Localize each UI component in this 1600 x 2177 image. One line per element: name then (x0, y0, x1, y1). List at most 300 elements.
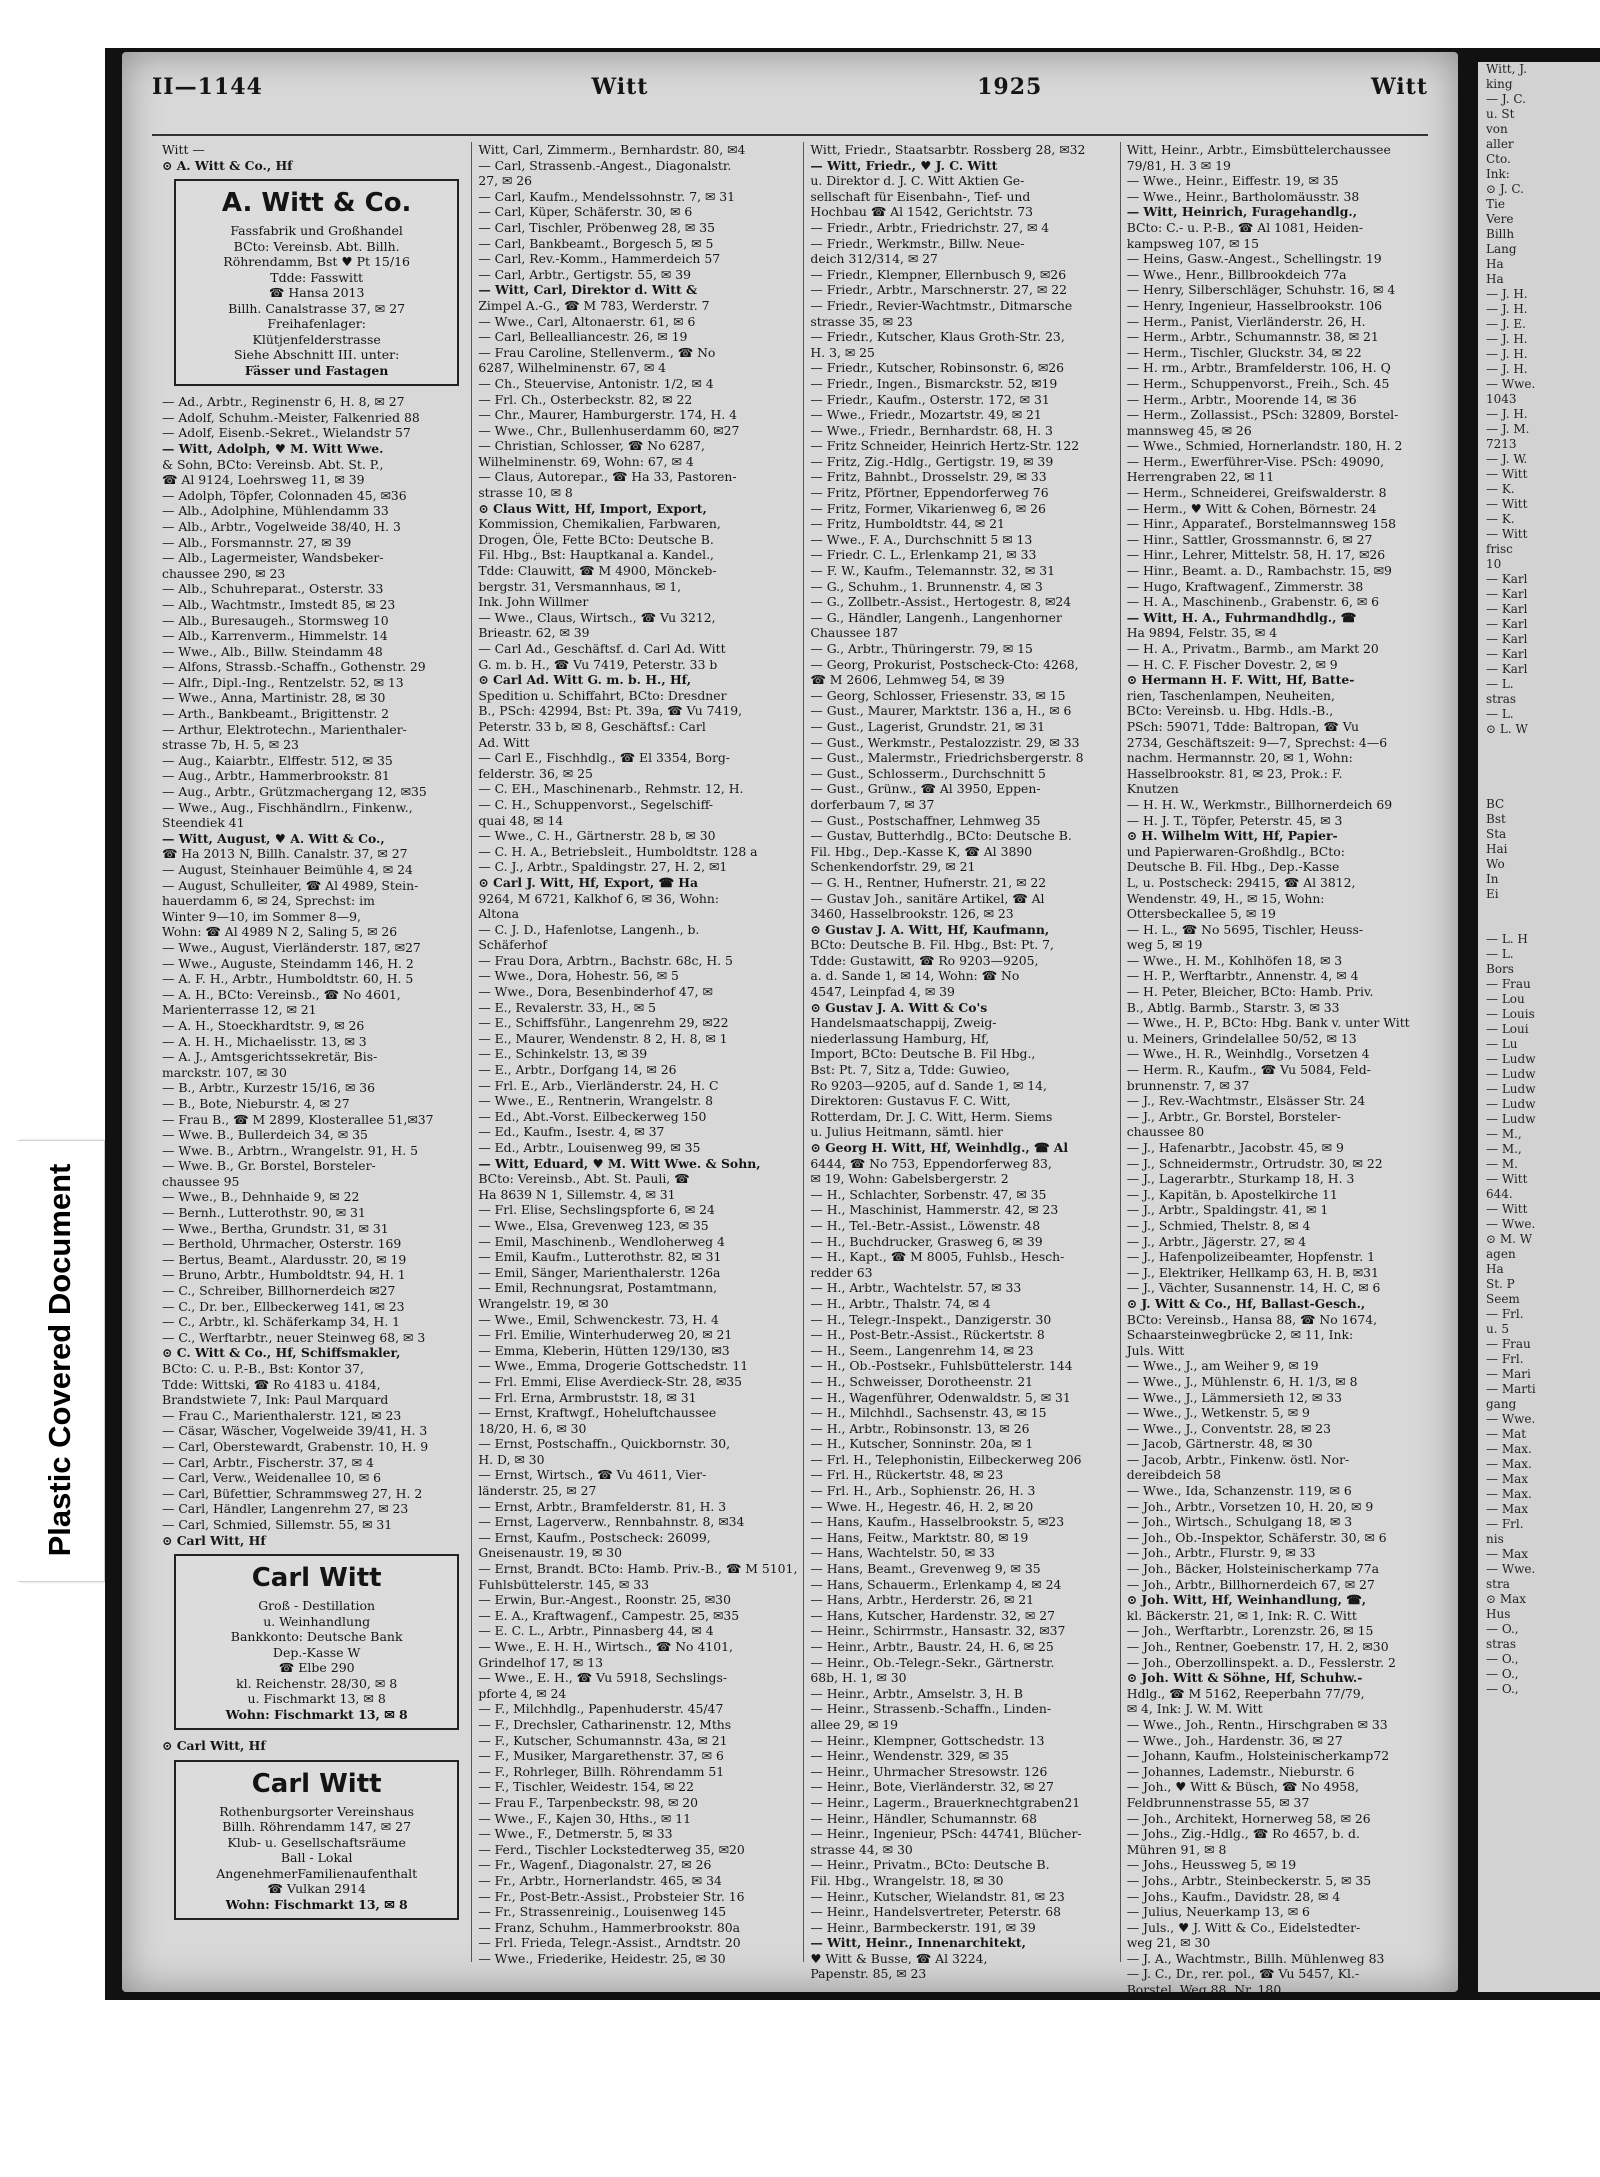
next-page-fragment: Ha (1486, 257, 1504, 271)
directory-entry: — Cäsar, Wäscher, Vogelweide 39/41, H. 3 (162, 1423, 428, 1439)
directory-entry: BCto: Vereinsb., Abt. St. Pauli, ☎ (478, 1171, 690, 1187)
directory-entry: — Alfons, Strassb.-Schaffn., Gothenstr. 29 (162, 659, 426, 675)
next-page-fragment: agen (1486, 1247, 1516, 1261)
next-page-fragment: king (1486, 77, 1513, 91)
directory-entry: — J. C., Dr., rer. pol., ☎ Vu 5457, Kl.- (1126, 1966, 1360, 1982)
next-page-fragment: — Max. (1486, 1442, 1532, 1456)
directory-entry: — Carl Ad., Geschäftsf. d. Carl Ad. Witt (478, 641, 726, 656)
next-page-fragment: 1043 (1486, 392, 1517, 406)
next-page-fragment (1478, 782, 1600, 797)
next-page-fragment: ⊙ M. W (1486, 1232, 1533, 1246)
directory-entry: — Wwe., Ida, Schanzenstr. 119, ✉ 6 (1126, 1483, 1352, 1499)
directory-entry: — Wwe., Heinr., Eiffestr. 19, ✉ 35 (1126, 173, 1339, 189)
directory-entry: — Heinr., Ob.-Telegr.-Sekr., Gärtnerstr. (810, 1654, 1055, 1670)
directory-entry: — H., Arbtr., Thalstr. 74, ✉ 4 (810, 1295, 991, 1311)
ad-line: u. Weinhandlung (263, 1613, 371, 1629)
directory-entry: nachm. Hermannstr. 20, ✉ 1, Wohn: (1126, 750, 1353, 766)
directory-entry: Feldbrunnenstrasse 55, ✉ 37 (1126, 1794, 1310, 1810)
next-page-fragment: — J. H. (1486, 407, 1528, 421)
directory-entry: — Friedr., Arbtr., Marschnerstr. 27, ✉ 22 (810, 282, 1068, 298)
directory-entry: 4547, Leinpfad 4, ✉ 39 (810, 984, 955, 1000)
directory-entry: — H., Kapt., ☎ M 8005, Fuhlsb., Hesch- (810, 1249, 1065, 1265)
directory-entry: — H., Maschinist, Hammerstr. 42, ✉ 23 (810, 1202, 1059, 1218)
directory-entry: Fil. Hbg., Wrangelstr. 18, ✉ 30 (810, 1872, 1004, 1888)
next-page-fragment: Bors (1486, 962, 1514, 976)
ad-line: Rothenburgsorter Vereinshaus (219, 1803, 415, 1819)
next-page-fragment: Cto. (1486, 152, 1511, 166)
next-page-fragment: — Marti (1486, 1382, 1536, 1396)
directory-entry: Direktoren: Gustavus F. C. Witt, (810, 1093, 1011, 1109)
directory-entry: — Georg, Schlosser, Friesenstr. 33, ✉ 15 (810, 687, 1066, 703)
directory-entry: — Wwe., Schmied, Hornerlandstr. 180, H. 2 (1126, 438, 1403, 454)
directory-entry: — Aug., Arbtr., Grützmachergang 12, ✉35 (162, 784, 427, 800)
directory-entry: — F., Musiker, Margarethenstr. 37, ✉ 6 (478, 1748, 724, 1764)
next-page-fragment: gang (1486, 1397, 1517, 1411)
directory-entry: — Hans, Wachtelstr. 50, ✉ 33 (810, 1545, 995, 1561)
directory-entry: — Joh., Architekt, Hornerweg 58, ✉ 26 (1126, 1810, 1371, 1826)
next-page-fragment: — Karl (1486, 647, 1528, 661)
directory-entry: — H., Ob.-Postsekr., Fuhlsbüttelerstr. 144 (810, 1358, 1073, 1374)
directory-entry: ⊙ Carl Ad. Witt G. m. b. H., Hf, (478, 672, 692, 688)
directory-entry: weg 21, ✉ 30 (1126, 1935, 1211, 1951)
next-page-fragment: — O., (1486, 1682, 1519, 1696)
directory-entry: — Friedr., Kaufm., Osterstr. 172, ✉ 31 (810, 391, 1050, 407)
ad-line: Ball - Lokal (280, 1850, 353, 1866)
directory-entry: — Fr., Post-Betr.-Assist., Probsteier Str. 16 (478, 1888, 745, 1904)
directory-entry: — Frau Caroline, Stellenverm., ☎ No (478, 344, 716, 360)
next-page-fragment: — Karl (1486, 602, 1528, 616)
directory-entry: — Heinr., Strassenb.-Schaffn., Linden- (810, 1701, 1052, 1717)
directory-entry: — Joh., Oberzollinspekt. a. D., Fesslerstr. 2 (1126, 1654, 1396, 1670)
directory-entry: — H. P., Werftarbtr., Annenstr. 4, ✉ 4 (1126, 968, 1359, 984)
directory-entry: — Wwe., H. P., BCto: Hbg. Bank v. unter Witt (1126, 1015, 1410, 1031)
directory-entry: — Carl, Schmied, Sillemstr. 55, ✉ 31 (162, 1516, 393, 1532)
directory-entry: — Wwe., Anna, Martinistr. 28, ✉ 30 (162, 690, 386, 706)
directory-entry: — Arthur, Elektrotechn., Marienthaler- (162, 721, 407, 737)
directory-entry: — F., Rohrleger, Billh. Röhrendamm 51 (478, 1763, 725, 1779)
ad-line: Freihafenlager: (267, 316, 366, 332)
next-page-fragment: Wo (1486, 857, 1505, 871)
next-page-fragment: — Wwe. (1486, 377, 1536, 391)
next-page-fragment: — Max. (1486, 1487, 1532, 1501)
directory-entry: — H., Schweisser, Dorotheenstr. 21 (810, 1373, 1034, 1389)
directory-entry: — H. C. F. Fischer Dovestr. 2, ✉ 9 (1126, 656, 1338, 672)
header-rule (152, 134, 1428, 136)
directory-entry: Hdlg., ☎ M 5162, Reeperbahn 77/79, (1126, 1685, 1365, 1701)
directory-entry: — Alb., Forsmannstr. 27, ✉ 39 (162, 534, 352, 550)
directory-entry: — C. J. D., Hafenlotse, Langenh., b. (478, 921, 700, 937)
directory-entry: Bst: Pt. 7, Sitz a, Tdde: Guwieo, (810, 1062, 1010, 1078)
directory-entry: — J., Arbtr., Jägerstr. 27, ✉ 4 (1126, 1233, 1307, 1249)
directory-entry: — Gustav Joh., sanitäre Artikel, ☎ Al (810, 890, 1045, 906)
directory-entry: — Chr., Maurer, Hamburgerstr. 174, H. 4 (478, 407, 738, 423)
next-page-fragment: Witt, J. (1486, 62, 1527, 76)
directory-entry: deich 312/314, ✉ 27 (810, 251, 938, 267)
directory-entry: B., Abtlg. Barmb., Starstr. 3, ✉ 33 (1126, 999, 1340, 1015)
ad-line: Bankkonto: Deutsche Bank (230, 1629, 403, 1645)
next-page-fragment: — Max. (1486, 1457, 1532, 1471)
directory-entry: — H. L., ☎ No 5695, Tischler, Heuss- (1126, 921, 1364, 937)
directory-entry: — Gustav, Butterhdlg., BCto: Deutsche B. (810, 828, 1072, 844)
directory-entry: Spedition u. Schiffahrt, BCto: Dresdner (478, 687, 727, 703)
directory-entry: Witt, Heinr., Arbtr., Eimsbüttelerchaussee (1126, 142, 1391, 157)
directory-entry: — Frl. Frieda, Telegr.-Assist., Arndtstr. 20 (478, 1935, 741, 1951)
next-page-fragment: — Lou (1486, 992, 1525, 1006)
directory-entry: — E., Schinkelstr. 13, ✉ 39 (478, 1046, 648, 1062)
directory-entry: — H., Wagenführer, Odenwaldstr. 5, ✉ 31 (810, 1389, 1071, 1405)
directory-entry: — Jacob, Gärtnerstr. 48, ✉ 30 (1126, 1436, 1313, 1452)
directory-entry: — Joh., Arbtr., Flurstr. 9, ✉ 33 (1126, 1545, 1316, 1561)
directory-entry: 68b, H. 1, ✉ 30 (810, 1670, 907, 1686)
directory-entry: — Wwe., Aug., Fischhändlrn., Finkenw., (162, 799, 413, 815)
directory-entry: — Herm., Zollassist., PSch: 32809, Borstel- (1126, 407, 1399, 423)
directory-entry: — H. J. T., Töpfer, Peterstr. 45, ✉ 3 (1126, 812, 1343, 828)
directory-entry: — Gust., Schlosserm., Durchschnitt 5 (810, 765, 1046, 781)
directory-entry: Ro 9203—9205, auf d. Sande 1, ✉ 14, (810, 1077, 1047, 1093)
directory-entry: — Ernst, Wirtsch., ☎ Vu 4611, Vier- (478, 1467, 707, 1483)
directory-entry: — G., Händler, Langenh., Langenhorner (810, 609, 1062, 625)
next-page-fragment: — K. (1486, 482, 1515, 496)
directory-entry: Wrangelstr. 19, ✉ 30 (478, 1295, 609, 1311)
directory-entry: — Herm., ♥ Witt & Cohen, Börnestr. 24 (1126, 500, 1377, 516)
directory-entry: — Frl. Elise, Sechslingspforte 6, ✉ 24 (478, 1202, 715, 1218)
next-page-fragment: Bst (1486, 812, 1506, 826)
directory-entry: chaussee 95 (162, 1173, 240, 1189)
directory-entry: ☎ Al 9124, Loehrsweg 11, ✉ 39 (162, 472, 365, 488)
next-page-fragment: St. P (1486, 1277, 1515, 1291)
directory-entry: — Ed., Abt.-Vorst. Eilbeckerweg 150 (478, 1108, 707, 1124)
ad-line: Fässer und Fastagen (244, 362, 389, 378)
directory-entry: — Frau C., Marienthalerstr. 121, ✉ 23 (162, 1407, 402, 1423)
directory-entry: — J., Elektriker, Hellkamp 63, H. B, ✉31 (1126, 1264, 1379, 1280)
directory-entry: — Wwe., J., Mühlenstr. 6, H. 1/3, ✉ 8 (1126, 1373, 1358, 1389)
directory-entry: — Fritz Schneider, Heinrich Hertz-Str. 122 (810, 438, 1080, 454)
directory-entry: marckstr. 107, ✉ 30 (162, 1064, 287, 1080)
directory-entry: — Alb., Arbtr., Vogelweide 38/40, H. 3 (162, 518, 401, 534)
directory-entry: Juls. Witt (1126, 1342, 1185, 1358)
directory-entry: niederlassung Hamburg, Hf, (810, 1030, 990, 1046)
directory-entry: — Ed., Kaufm., Isestr. 4, ✉ 37 (478, 1124, 665, 1140)
directory-entry: — Emil, Rechnungsrat, Postamtmann, (478, 1280, 718, 1296)
directory-entry: — F., Drechsler, Catharinenstr. 12, Mths (478, 1716, 732, 1732)
directory-entry: — Fritz, Humboldtstr. 44, ✉ 21 (810, 516, 1005, 532)
directory-entry: — H., Arbtr., Wachtelstr. 57, ✉ 33 (810, 1280, 1022, 1296)
directory-entry: — Alb., Karrenverm., Himmelstr. 14 (162, 628, 388, 644)
directory-entry: ⊙ Claus Witt, Hf, Import, Export, (478, 500, 707, 516)
next-page-fragment (1478, 917, 1600, 932)
directory-entry: — F., Milchhdlg., Papenhuderstr. 45/47 (478, 1701, 724, 1717)
directory-entry: — Ad., Arbtr., Reginenstr 6, H. 8, ✉ 27 (162, 394, 405, 410)
directory-entry: — Alb., Wachtmstr., Imstedt 85, ✉ 23 (162, 596, 396, 612)
directory-entry: Chaussee 187 (810, 625, 899, 641)
directory-entry: — Wwe., F. A., Durchschnitt 5 ✉ 13 (810, 531, 1033, 547)
next-page-fragment: — Louis (1486, 1007, 1535, 1021)
directory-entry: Ha 9894, Felstr. 35, ✉ 4 (1126, 625, 1278, 641)
ad-line: Billh. Canalstrasse 37, ✉ 27 (228, 300, 406, 316)
directory-entry: — Wwe. H., Hegestr. 46, H. 2, ✉ 20 (810, 1498, 1034, 1514)
page-number: II—1144 (152, 74, 263, 100)
directory-entry: & Sohn, BCto: Vereinsb. Abt. St. P., (162, 456, 384, 472)
directory-entry: — H. H. W., Werkmstr., Billhornerdeich 69 (1126, 796, 1393, 812)
next-page-fragment: — Witt (1486, 497, 1528, 511)
next-page-fragment: 10 (1486, 557, 1502, 571)
next-page-fragment: — Frau (1486, 977, 1531, 991)
directory-entry: — A. J., Amtsgerichtssekretär, Bis- (162, 1049, 378, 1065)
directory-entry: — E. A., Kraftwagenf., Campestr. 25, ✉35 (478, 1607, 740, 1623)
directory-entry: — Carl, Bankbeamt., Borgesch 5, ✉ 5 (478, 235, 714, 251)
next-page-fragment: — Karl (1486, 662, 1528, 676)
next-page-fragment: — Max (1486, 1502, 1529, 1516)
directory-entry: u. Julius Heitmann, sämtl. hier (810, 1124, 1003, 1140)
directory-entry: Rotterdam, Dr. J. C. Witt, Herm. Siems (810, 1108, 1053, 1124)
next-page-fragment: In (1486, 872, 1499, 886)
directory-entry: Drogen, Öle, Fette BCto: Deutsche B. (478, 531, 714, 547)
directory-entry: — Friedr., Arbtr., Friedrichstr. 27, ✉ 4 (810, 219, 1050, 235)
directory-entry: Herrengraben 22, ✉ 11 (1126, 469, 1275, 485)
directory-entry: — Witt, H. A., Fuhrmandhdlg., ☎ (1126, 609, 1357, 625)
directory-entry: — Gust., Malermstr., Friedrichsbergerstr. 8 (810, 750, 1084, 766)
directory-entry: — Gust., Werkmstr., Pestalozzistr. 29, ✉ 33 (810, 734, 1080, 750)
directory-entry: — Johann, Kaufm., Holsteinischerkamp72 (1126, 1748, 1390, 1764)
next-page-fragment: — J. H. (1486, 287, 1528, 301)
next-page-fragment: — L. (1486, 947, 1514, 961)
directory-entry: — A. H., Stoeckhardtstr. 9, ✉ 26 (162, 1017, 365, 1033)
directory-entry: — Wwe., Heinr., Bartholomäusstr. 38 (1126, 188, 1360, 204)
directory-entry: — Wwe., J., am Weiher 9, ✉ 19 (1126, 1358, 1319, 1374)
directory-entry: BCto: Vereinsb. u. Hbg. Hdls.-B., (1126, 703, 1334, 719)
directory-entry: — Heinr., Schirrmstr., Hansastr. 32, ✉37 (810, 1623, 1066, 1639)
directory-entry: — H., Kutscher, Sonninstr. 20a, ✉ 1 (810, 1436, 1034, 1452)
directory-entry: — Wwe., Joh., Rentn., Hirschgraben ✉ 33 (1126, 1716, 1388, 1732)
directory-entry: ⊙ Carl Witt, Hf (162, 1738, 266, 1754)
directory-entry: — C., Werftarbtr., neuer Steinweg 68, ✉ 3 (162, 1329, 426, 1345)
next-page-fragment: Ha (1486, 272, 1504, 286)
directory-entry: — Wwe., Bertha, Grundstr. 31, ✉ 31 (162, 1220, 389, 1236)
directory-entry: 2734, Geschäftszeit: 9—7, Sprechst: 4—6 (1126, 734, 1388, 750)
next-page-fragment: Billh (1486, 227, 1515, 241)
directory-entry: allee 29, ✉ 19 (810, 1716, 899, 1732)
directory-entry: — Herm., Panist, Vierländerstr. 26, H. (1126, 313, 1366, 329)
directory-entry: — Wwe., Auguste, Steindamm 146, H. 2 (162, 955, 414, 971)
directory-entry: Winter 9—10, im Sommer 8—9, (162, 908, 361, 924)
next-page-fragment: — L. (1486, 707, 1514, 721)
directory-entry: — Adolf, Schuhm.-Meister, Falkenried 88 (162, 409, 420, 425)
ad-line: Dep.-Kasse W (272, 1644, 361, 1660)
directory-entry: — Adolf, Eisenb.-Sekret., Wielandstr 57 (162, 425, 411, 441)
next-page-fragment: Ha (1486, 1262, 1504, 1276)
directory-entry: Gneisenaustr. 19, ✉ 30 (478, 1545, 623, 1561)
directory-entry: Mühren 91, ✉ 8 (1126, 1841, 1227, 1857)
directory-entry: 9264, M 6721, Kalkhof 6, ✉ 36, Wohn: (478, 890, 720, 906)
directory-entry: — Wwe., H. R., Weinhdlg., Vorsetzen 4 (1126, 1046, 1370, 1062)
next-page-fragment: — Witt (1486, 1202, 1528, 1216)
directory-entry: — Heinr., Arbtr., Baustr. 24, H. 6, ✉ 25 (810, 1639, 1054, 1654)
directory-entry: — Wwe., Emma, Drogerie Gottschedstr. 11 (478, 1358, 749, 1374)
side-label: Plastic Covered Document (42, 1163, 77, 1557)
directory-entry: — Heinr., Ingenieur, PSch: 44741, Blücher- (810, 1826, 1082, 1842)
directory-entry: Wilhelminenstr. 69, Wohn: 67, ✉ 4 (478, 453, 694, 469)
directory-entry: Schenkendorfstr. 29, ✉ 21 (810, 859, 976, 875)
directory-entry: Witt, Carl, Zimmerm., Bernhardstr. 80, ✉4 (478, 142, 746, 157)
directory-entry: — Hans, Kaufm., Hasselbrookstr. 5, ✉23 (810, 1514, 1065, 1530)
directory-entry: — Herm. R., Kaufm., ☎ Vu 5084, Feld- (1126, 1062, 1371, 1078)
directory-entry: H. 3, ✉ 25 (810, 344, 875, 360)
directory-entry: — Wwe., C. H., Gärtnerstr. 28 b, ✉ 30 (478, 828, 716, 844)
directory-entry: — Friedr., Revier-Wachtmstr., Ditmarsche (810, 297, 1073, 313)
directory-entry: — E., Revalerstr. 33, H., ✉ 5 (478, 999, 657, 1015)
next-page-fragment: — Witt (1486, 1172, 1528, 1186)
directory-entry: — Wwe., Friedr., Bernhardstr. 68, H. 3 (810, 422, 1053, 438)
directory-entry: — Herm., Arbtr., Moorende 14, ✉ 36 (1126, 391, 1357, 407)
header-name-right: Witt (1370, 74, 1428, 100)
directory-entry: — Wwe. B., Bullerdeich 34, ✉ 35 (162, 1127, 368, 1143)
directory-entry: — Joh., Ob.-Inspektor, Schäferstr. 30, ✉ 6 (1126, 1529, 1387, 1545)
ad-line: ☎ Elbe 290 (278, 1660, 355, 1676)
directory-entry: u. Direktor d. J. C. Witt Aktien Ge- (810, 173, 1025, 189)
directory-entry: — Johs., Arbtr., Steinbeckerstr. 5, ✉ 35 (1126, 1872, 1372, 1888)
directory-entry: — J., Hafenpolizeibeamter, Hopfenstr. 1 (1126, 1249, 1375, 1265)
directory-entry: — Claus, Autorepar., ☎ Ha 33, Pastoren- (478, 469, 737, 485)
directory-entry: Fil. Hbg., Bst: Hauptkanal a. Kandel., (478, 547, 714, 563)
directory-entry: — Frl. H., Telephonistin, Eilbeckerweg 206 (810, 1451, 1082, 1467)
next-page-fragment: — J. H. (1486, 332, 1528, 346)
directory-entry: — G., Schuhm., 1. Brunnenstr. 4, ✉ 3 (810, 578, 1043, 594)
directory-entry: Ha 8639 N 1, Sillemstr. 4, ✉ 31 (478, 1186, 676, 1202)
ad-line: kl. Reichenstr. 28/30, ✉ 8 (236, 1675, 398, 1691)
directory-entry: — B., Arbtr., Kurzestr 15/16, ✉ 36 (162, 1080, 376, 1096)
directory-entry: 79/81, H. 3 ✉ 19 (1126, 157, 1231, 173)
directory-entry: — Gust., Postschaffner, Lehmweg 35 (810, 812, 1041, 828)
advertisement-box (174, 179, 459, 386)
next-page-fragment: — M., (1486, 1142, 1522, 1156)
directory-entry: BCto: Vereinsb., Hansa 88, ☎ No 1674, (1126, 1311, 1378, 1327)
column-1 (156, 142, 472, 1962)
directory-entry: ⊙ Gustav J. A. Witt, Hf, Kaufmann, (810, 921, 1050, 937)
next-page-fragment: 7213 (1486, 437, 1517, 451)
directory-entry: — Friedr., Werkmstr., Billw. Neue- (810, 235, 1025, 251)
directory-entry: — Witt, Friedr., ♥ J. C. Witt (810, 157, 998, 173)
directory-entry: — H. A., Privatm., Barmb., am Markt 20 (1126, 641, 1379, 656)
directory-entry: — Frl. H., Rückertstr. 48, ✉ 23 (810, 1467, 1004, 1483)
directory-entry: — G., Zollbetr.-Assist., Hertogestr. 8, ✉24 (810, 594, 1072, 610)
directory-entry: — Joh., ♥ Witt & Büsch, ☎ No 4958, (1126, 1779, 1359, 1795)
directory-entry: — Carl, Küper, Schäferstr. 30, ✉ 6 (478, 204, 693, 220)
directory-entry: — Carl, Verw., Weidenallee 10, ✉ 6 (162, 1470, 382, 1486)
directory-entry: Wohn: ☎ Al 4989 N 2, Saling 5, ✉ 26 (162, 924, 398, 940)
directory-entry: — Berthold, Uhrmacher, Osterstr. 169 (162, 1236, 402, 1252)
directory-entry: — Wwe., Dora, Hohestr. 56, ✉ 5 (478, 968, 679, 984)
next-page-fragment: stra (1486, 1577, 1510, 1591)
directory-entry: — Frl. Emilie, Winterhuderweg 20, ✉ 21 (478, 1327, 733, 1343)
next-page-fragment: — Max (1486, 1472, 1529, 1486)
next-page-fragment: Hus (1486, 1607, 1511, 1621)
next-page-fragment: — L. H (1486, 932, 1528, 946)
directory-entry: 6287, Wilhelminenstr. 67, ✉ 4 (478, 360, 667, 376)
directory-entry: BCto: C.- u. P.-B., ☎ Al 1081, Heiden- (1126, 219, 1364, 235)
next-page-fragment: u. St (1486, 107, 1515, 121)
directory-entry: — Wwe., Dora, Besenbinderhof 47, ✉ (478, 984, 713, 1000)
directory-entry: — H., Telegr.-Inspekt., Danzigerstr. 30 (810, 1311, 1052, 1327)
directory-entry: — Bruno, Arbtr., Humboldtstr. 94, H. 1 (162, 1267, 406, 1283)
directory-entry: — Johannes, Lademstr., Nieburstr. 6 (1126, 1763, 1355, 1779)
ad-line: Siehe Abschnitt III. unter: (233, 347, 400, 363)
next-page-fragment: — Lu (1486, 1037, 1518, 1051)
directory-entry: — Frau B., ☎ M 2899, Klosterallee 51,✉37 (162, 1111, 434, 1127)
ad-line: Fassfabrik und Großhandel (230, 223, 403, 239)
directory-entry: — Emil, Sänger, Marienthalerstr. 126a (478, 1264, 721, 1280)
next-page-fragment: frisc (1486, 542, 1513, 556)
directory-entry: — Fritz, Bahnbt., Drosselstr. 29, ✉ 33 (810, 469, 1047, 485)
next-page-fragment: — M. (1486, 1157, 1518, 1171)
directory-entry: — Fritz, Zig.-Hdlg., Gertigstr. 19, ✉ 39 (810, 453, 1054, 469)
next-page-fragment: — K. (1486, 512, 1515, 526)
directory-entry: — Fritz, Pförtner, Eppendorferweg 76 (810, 485, 1049, 501)
directory-entry: — Fr., Arbtr., Hornerlandstr. 465, ✉ 34 (478, 1872, 722, 1888)
next-page-fragment: Hai (1486, 842, 1508, 856)
directory-entry: — C., Schreiber, Billhornerdeich ✉27 (162, 1283, 396, 1299)
directory-entry: dorferbaum 7, ✉ 37 (810, 796, 935, 812)
directory-entry: B., PSch: 42994, Bst: Pt. 39a, ☎ Vu 7419, (478, 703, 743, 719)
directory-entry: — Hinr., Beamt. a. D., Rambachstr. 15, ✉9 (1126, 563, 1392, 579)
directory-entry: — C. H. A., Betriebsleit., Humboldtstr. 128 a (478, 843, 758, 859)
directory-entry: — Hans, Beamt., Grevenweg 9, ✉ 35 (810, 1561, 1041, 1577)
directory-entry: Schaarsteinwegbrücke 2, ✉ 11, Ink: (1126, 1327, 1354, 1343)
directory-entry: — Carl, Händler, Langenrehm 27, ✉ 23 (162, 1501, 409, 1517)
next-page-fragment: ⊙ J. C. (1486, 182, 1524, 196)
directory-entry: — A. H., BCto: Vereinsb., ☎ No 4601, (162, 986, 401, 1002)
directory-entry: Papenstr. 85, ✉ 23 (810, 1966, 927, 1982)
directory-entry: weg 5, ✉ 19 (1126, 937, 1203, 953)
advertisement-box (174, 1760, 459, 1921)
directory-entry: — C. H., Schuppenvorst., Segelschiff- (478, 796, 714, 812)
directory-entry: — Alb., Lagermeister, Wandsbeker- (162, 550, 384, 566)
directory-entry: — Julius, Neuerkamp 13, ✉ 6 (1126, 1904, 1310, 1920)
directory-entry: — Arth., Bankbeamt., Brigittenstr. 2 (162, 706, 389, 722)
directory-entry: — Carl, Arbtr., Gertigstr. 55, ✉ 39 (478, 266, 691, 282)
directory-entry: — E., Maurer, Wendenstr. 8 2, H. 8, ✉ 1 (478, 1030, 728, 1046)
directory-entry: — Wwe., F., Kajen 30, Hths., ✉ 11 (478, 1810, 692, 1826)
directory-entry: — E., Schiffsführ., Langenrehm 29, ✉22 (478, 1015, 729, 1031)
next-page-fragment: Tie (1486, 197, 1505, 211)
directory-entry: — Christian, Schlosser, ☎ No 6287, (478, 438, 705, 454)
directory-entry: — Joh., Arbtr., Vorsetzen 10, H. 20, ✉ 9 (1126, 1498, 1374, 1514)
directory-entry: — Bertus, Beamt., Alardusstr. 20, ✉ 19 (162, 1251, 407, 1267)
directory-entry: — Frl. Ch., Osterbeckstr. 82, ✉ 22 (478, 391, 693, 407)
directory-entry: — Alfr., Dipl.-Ing., Rentzelstr. 52, ✉ 13 (162, 674, 404, 690)
ad-line: Tdde: Fasswitt (270, 269, 364, 285)
next-page-edge (1478, 62, 1600, 1992)
directory-entry: ⊙ Hermann H. F. Witt, Hf, Batte- (1126, 672, 1355, 688)
header-name-left: Witt (591, 74, 649, 100)
directory-entry: — Frl. Erna, Armbruststr. 18, ✉ 31 (478, 1389, 697, 1405)
directory-entry: — Witt, Heinr., Innenarchitekt, (810, 1935, 1026, 1951)
next-page-fragment: 644. (1486, 1187, 1513, 1201)
directory-entry: — Ed., Arbtr., Louisenweg 99, ✉ 35 (478, 1140, 701, 1155)
directory-entry: — Joh., Wirtsch., Schulgang 18, ✉ 3 (1126, 1514, 1353, 1530)
directory-entry: u. Meiners, Grindelallee 50/52, ✉ 13 (1126, 1030, 1357, 1046)
next-page-fragment: Ei (1486, 887, 1499, 901)
directory-entry: — Heinr., Wendenstr. 329, ✉ 35 (810, 1748, 1009, 1764)
directory-entry: ⊙ Carl Witt, Hf (162, 1532, 266, 1548)
directory-entry: — Friedr., Klempner, Ellernbusch 9, ✉26 (810, 266, 1067, 282)
directory-entry: — Wwe., Claus, Wirtsch., ☎ Vu 3212, (478, 609, 716, 625)
directory-entry: — Wwe., J., Wetkenstr. 5, ✉ 9 (1126, 1405, 1310, 1421)
next-page-fragment: — Witt (1486, 527, 1528, 541)
directory-entry: — Frl. Emmi, Elise Averdieck-Str. 28, ✉35 (478, 1373, 743, 1389)
directory-entry: — August, Schulleiter, ☎ Al 4989, Stein- (162, 877, 419, 893)
next-page-fragment: — Max (1486, 1547, 1529, 1561)
directory-entry: H. D, ✉ 30 (478, 1451, 545, 1467)
